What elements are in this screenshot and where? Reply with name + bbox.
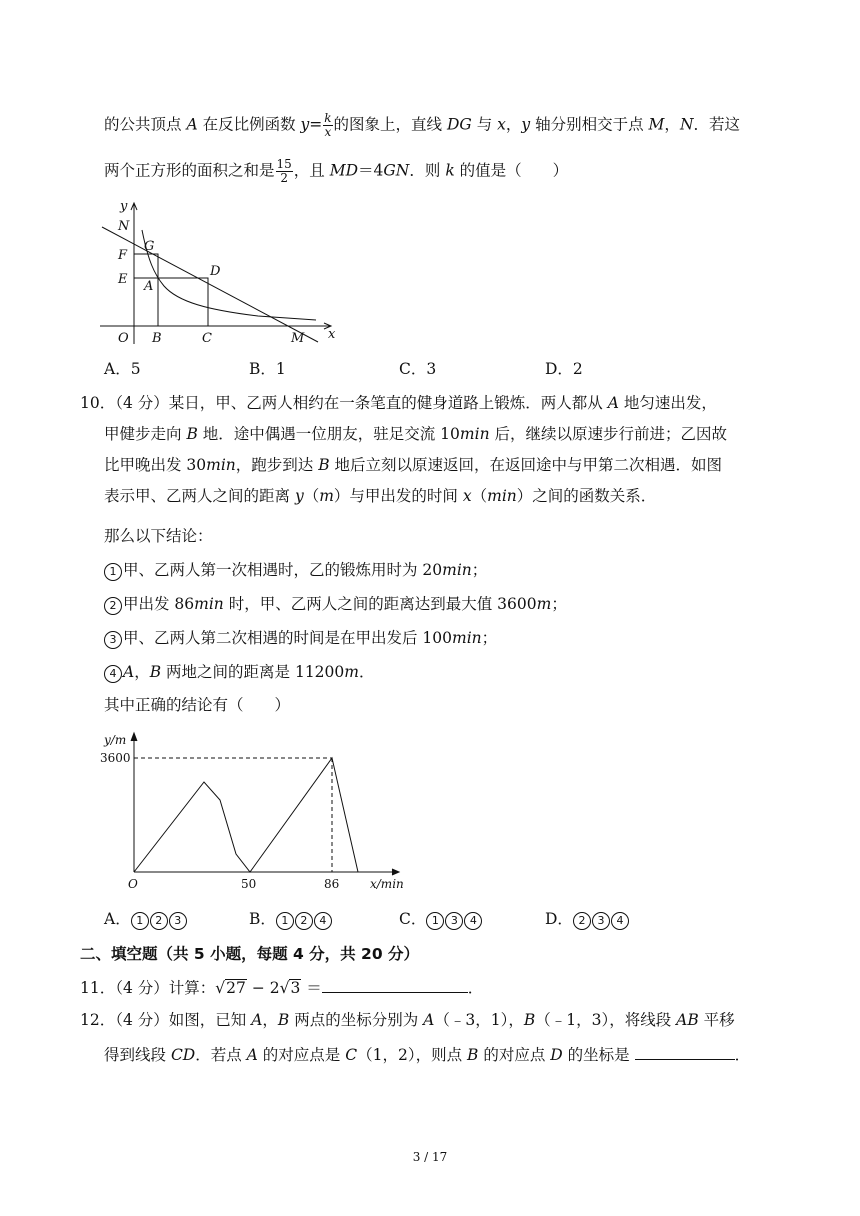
fraction-15-over-2: $\frac{15}{2}$ (276, 157, 292, 185)
q11-line: 11．（4 分）计算：√27 − 2√3 ＝ ． (80, 976, 483, 999)
q10-conclusion-2: 2 甲出发 86min 时，甲、乙两人之间的距离达到最大值 3600m； (104, 593, 567, 615)
label-86: 86 (324, 877, 340, 891)
y-axis-arrow-icon (131, 733, 137, 741)
circled-number-icon: 4 (464, 912, 482, 930)
label-e: E (118, 272, 128, 287)
small-square (134, 254, 158, 278)
answer-blank[interactable] (635, 1043, 735, 1060)
q10-conclusion-1: 1 甲、乙两人第一次相遇时，乙的锻炼用时为 20min； (104, 559, 487, 581)
q10-line-5: 那么以下结论： (104, 527, 213, 545)
q9-line-2: 两个正方形的面积之和是 $\frac{15}{2}$ ，且 MD＝4GN．则 k 的值是（ ） (104, 157, 569, 185)
label-m: M (291, 331, 305, 346)
q10-line-1: 10．（4 分）某日，甲、乙两人相约在一条笔直的健身道路上锻炼．两人都从 A 地匀速出发， (80, 394, 717, 412)
q10-line-4: 表示甲、乙两人之间的距离 y（m）与甲出发的时间 x（min）之间的函数关系． (104, 487, 657, 505)
q10-option-a[interactable]: A． 1 2 3 (104, 908, 188, 930)
label-ylabel: y/m (104, 733, 127, 747)
q10-option-b[interactable]: B． 1 2 4 (249, 908, 333, 930)
q10-line-2: 甲健步走向 B 地．途中偶遇一位朋友，驻足交流 10min 后，继续以原速步行前进；乙因故 (104, 425, 727, 443)
x-axis-arrow-icon (392, 869, 399, 875)
q9-option-c[interactable]: C．3 (399, 360, 437, 378)
label-3600: 3600 (100, 751, 131, 765)
q9-line-1: 的公共顶点 A 在反比例函数 y= $\frac{k}{x}$ 的图象上，直线 DG 与 x，y 轴分别相交于点 M，N．若这 (104, 111, 741, 139)
circled-number-icon: 4 (314, 912, 332, 930)
label-d: D (210, 264, 221, 279)
q10-option-d[interactable]: D． 2 3 4 (545, 908, 630, 930)
label-50: 50 (241, 877, 257, 891)
circled-number-icon: 1 (276, 912, 294, 930)
label-a: A (144, 279, 154, 294)
q10-option-c[interactable]: C． 1 3 4 (399, 908, 483, 930)
large-square (158, 278, 208, 326)
label-xlabel: x/min (370, 877, 404, 891)
sqrt-sign-icon: √ (279, 979, 290, 997)
distance-graph (134, 758, 358, 872)
circled-number-icon: 3 (169, 912, 187, 930)
q10-graph (98, 728, 418, 896)
label-n: N (118, 219, 130, 234)
q9-option-a[interactable]: A．5 (104, 360, 141, 378)
section-heading: 二、填空题（共 5 小题，每题 4 分，共 20 分） (80, 945, 420, 963)
circled-number-icon: 4 (104, 665, 122, 683)
q10-conclusion-3: 3 甲、乙两人第二次相遇的时间是在甲出发后 100min； (104, 627, 497, 649)
sqrt-sign-icon: √ (215, 979, 226, 997)
q12-line-1: 12．（4 分）如图，已知 A，B 两点的坐标分别为 A（﹣3，1），B（﹣1，3），将线段 AB 平移 (80, 1011, 735, 1029)
circled-number-icon: 1 (131, 912, 149, 930)
circled-number-icon: 2 (150, 912, 168, 930)
hyperbola-curve (142, 230, 316, 320)
fraction-k-over-x: $\frac{k}{x}$ (324, 111, 332, 139)
circled-number-icon: 2 (104, 597, 122, 615)
label-o: O (118, 331, 129, 346)
q12-line-2: 得到线段 CD．若点 A 的对应点是 C（1，2），则点 B 的对应点 D 的坐标是 ． (104, 1043, 750, 1066)
circled-number-icon: 1 (104, 563, 122, 581)
label-b: B (152, 331, 162, 346)
circled-number-icon: 2 (573, 912, 591, 930)
label-x: x (328, 327, 336, 342)
q10-line-3: 比甲晚出发 30min，跑步到达 B 地后立刻以原速返回，在返回途中与甲第二次相遇．如图 (104, 456, 723, 474)
page-number: 3 / 17 (412, 1150, 448, 1164)
circled-number-icon: 3 (104, 631, 122, 649)
answer-blank[interactable] (322, 976, 468, 993)
circled-number-icon: 1 (426, 912, 444, 930)
label-g: G (144, 239, 155, 254)
q9-option-b[interactable]: B．1 (249, 360, 286, 378)
label-f: F (118, 248, 128, 263)
circled-number-icon: 3 (445, 912, 463, 930)
circled-number-icon: 2 (295, 912, 313, 930)
label-y: y (120, 199, 128, 214)
circled-number-icon: 3 (592, 912, 610, 930)
q9-figure (98, 196, 348, 348)
circled-number-icon: 4 (611, 912, 629, 930)
q10-conclusion-4: 4 A，B 两地之间的距离是 11200m． (104, 661, 375, 683)
q9-option-d[interactable]: D．2 (545, 360, 583, 378)
label-c: C (202, 331, 212, 346)
label-o: O (128, 877, 138, 891)
q10-ask: 其中正确的结论有（ ） (104, 696, 291, 714)
